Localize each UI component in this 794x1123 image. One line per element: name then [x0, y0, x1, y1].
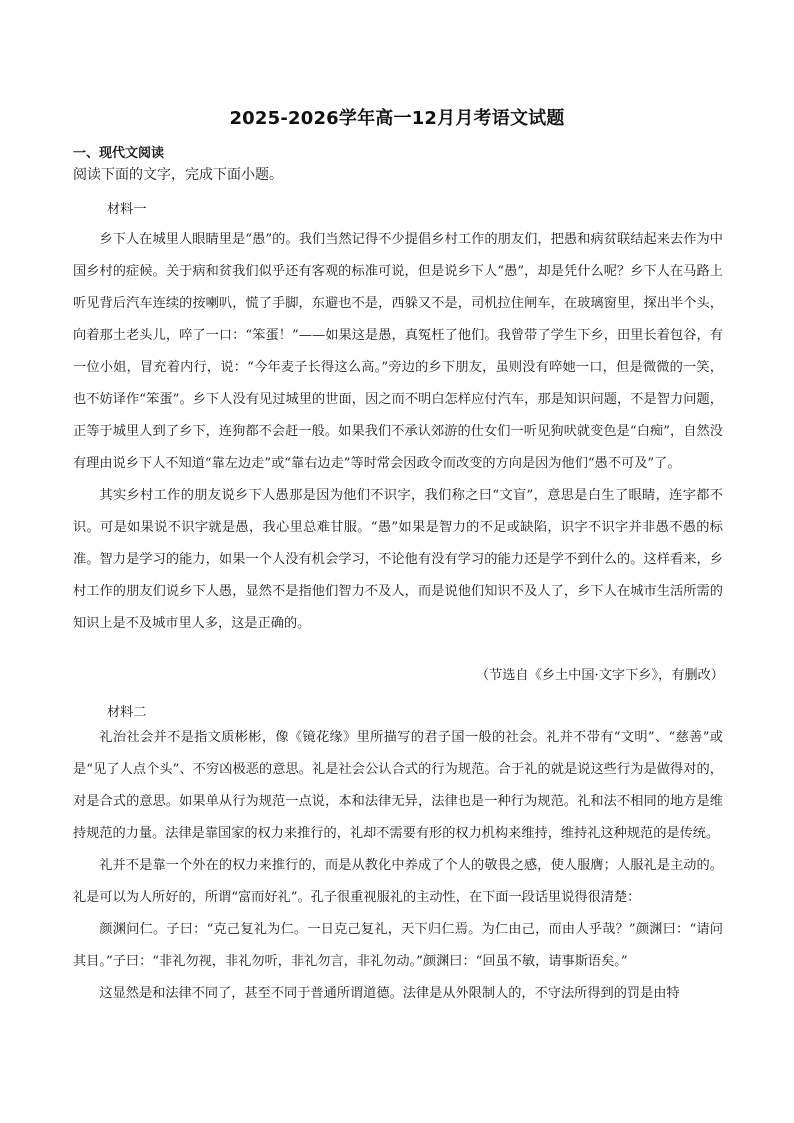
material2-paragraph-2: 礼并不是靠一个外在的权力来推行的，而是从教化中养成了个人的敬畏之感，使人服膺；人服礼是主动的。礼是可以为人所好的，所谓“富而好礼”。孔子很重视服礼的主动性，在下面一段话里说得很清楚：	[73, 858, 723, 905]
material2-paragraph-4: 这显然是和法律不同了，甚至不同于普通所谓道德。法律是从外限制人的，不守法所得到的罚是由特	[99, 986, 680, 1001]
section-heading: 一、现代文阅读	[73, 146, 165, 161]
material2-paragraph-1: 礼治社会并不是指文质彬彬，像《镜花缘》里所描写的君子国一般的社会。礼并不带有“文明”、“慈善”或是“见了人点个头”、不穷凶极恶的意思。礼是社会公认合式的行为规范。合于礼的就是说这些行为是做得对的，对是合式的意思。如果单从行为规范一点说，本和法律无异，法律也是一种行为规范。礼和法不相同的地方是维持规范的力量。法律是靠国家的权力来推行的，礼却不需要有形的权力机构来维持，维持礼这种规范的是传统。	[73, 730, 723, 841]
material2-label: 材料二	[107, 705, 147, 720]
material2-body	[73, 722, 723, 1010]
material1-label: 材料一	[107, 202, 147, 217]
material1-paragraph-1: 乡下人在城里人眼睛里是“愚”的。我们当然记得不少提倡乡村工作的朋友们，把愚和病贫联结起来去作为中国乡村的症候。关于病和贫我们似乎还有客观的标准可说，但是说乡下人“愚”，却是凭什么呢？乡下人在马路上听见背后汽车连续的按喇叭，慌了手脚，东避也不是，西躲又不是，司机拉住闸车，在玻璃窗里，探出半个头，向着那土老头儿，啐了一口：“笨蛋！”——如果这是愚，真冤枉了他们。我曾带了学生下乡，田里长着包谷，有一位小姐，冒充着内行，说：“今年麦子长得这么高。”旁边的乡下朋友，虽则没有啐她一口，但是微微的一笑，也不妨译作“笨蛋”。乡下人没有见过城里的世面，因之而不明白怎样应付汽车，那是知识问题，不是智力问题，正等于城里人到了乡下，连狗都不会赶一般。如果我们不承认郊游的仕女们一听见狗吠就变色是“白痴”，自然没有理由说乡下人不知道“靠左边走”或“靠右边走”等时常会因政令而改变的方向是因为他们“愚不可及”了。	[73, 232, 723, 471]
instruction-text: 阅读下面的文字，完成下面小题。	[73, 167, 283, 183]
exam-title: 2025-2026学年高一12月月考语文试题	[229, 108, 565, 129]
material1-paragraph-2: 其实乡村工作的朋友说乡下人愚那是因为他们不识字，我们称之曰“文盲”，意思是白生了眼睛，连字都不识。可是如果说不识字就是愚，我心里总难甘服。“愚”如果是智力的不足或缺陷，识字不识字并非愚不愚的标准。智力是学习的能力，如果一个人没有机会学习，不论他有没有学习的能力还是学不到什么的。这样看来，乡村工作的朋友们说乡下人愚，显然不是指他们智力不及人，而是说他们知识不及人了，乡下人在城市生活所需的知识上是不及城市里人多，这是正确的。	[73, 488, 723, 631]
material1-body	[73, 224, 723, 640]
material1-source: （节选自《乡土中国·文字下乡》，有删改）	[475, 668, 724, 683]
material2-paragraph-3: 颜渊问仁。子曰：“克己复礼为仁。一日克己复礼，天下归仁焉。为仁由己，而由人乎哉？”颜渊曰：“请问其目。”子曰：“非礼勿视，非礼勿听，非礼勿言，非礼勿动。”颜渊曰：“回虽不敏，请事斯语矣。”	[73, 922, 723, 969]
